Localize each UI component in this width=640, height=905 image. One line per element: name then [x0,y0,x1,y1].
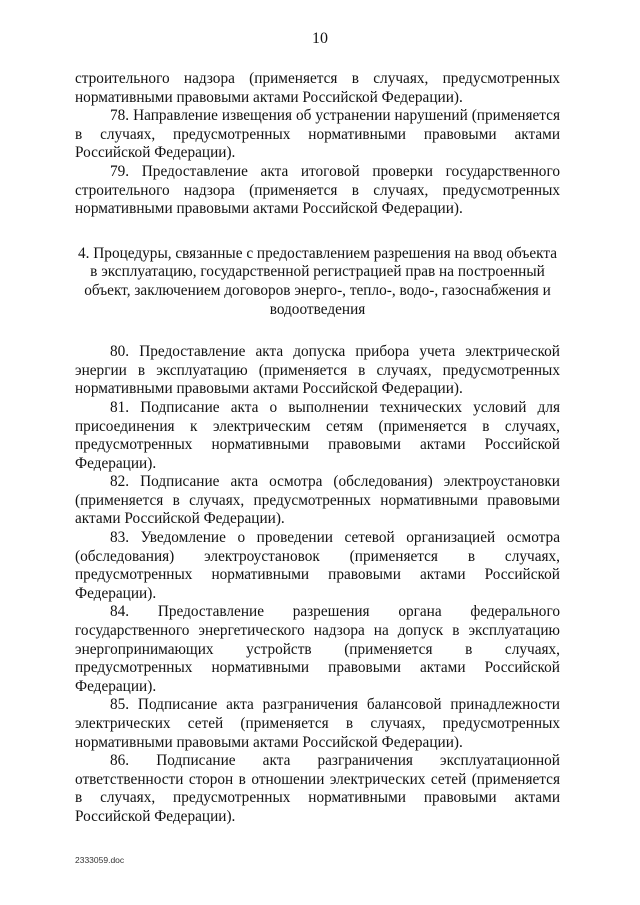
page-number: 10 [312,30,328,47]
paragraph: 80. Предоставление акта допуска прибора учета электрической энергии в эксплуатацию (применяется в случаях, предусмотренных нормативными правовыми актами Российской Федерации). [75,343,560,398]
paragraph: 82. Подписание акта осмотра (обследования) электроустановки (применяется в случаях, предусмотренных нормативными правовыми актами Российской Федерации). [75,473,560,528]
paragraphs-before-heading [75,70,560,219]
document-body [75,70,560,827]
paragraph: 81. Подписание акта о выполнении технических условий для присоединения к электрическим сетям (применяется в случаях, предусмотренных нормативными правовыми актами Российской Федерации). [75,398,560,472]
paragraph: 86. Подписание акта разграничения эксплуатационной ответственности сторон в отношении электрических сетей (применяется в случаях, предусмотренных нормативными правовыми актами Российской Федерации). [75,752,560,825]
paragraph: 83. Уведомление о проведении сетевой организацией осмотра (обследования) электроустановок (применяется в случаях, предусмотренных нормативными правовыми актами Российской Федерации). [75,529,560,602]
paragraph: 84. Предоставление разрешения органа федерального государственного энергетического надзора на допуск в эксплуатацию энергопринимающих устройств (применяется в случаях, предусмотренных нормативными правовыми актами Российской Федерации). [75,603,560,695]
paragraph: 85. Подписание акта разграничения балансовой принадлежности электрических сетей (применяется в случаях, предусмотренных нормативными правовыми актами Российской Федерации). [75,696,560,751]
footer-filename: 2333059.doc [75,855,125,865]
paragraphs-after-heading [75,343,560,826]
section-heading: 4. Процедуры, связанные с предоставлением разрешения на ввод объекта в эксплуатацию, государственной регистрацией прав на построенный объект, заключением договоров энерго-, тепло-, водо-, газоснабжения и водоотведения [77,244,558,318]
paragraph: 78. Направление извещения об устранении нарушений (применяется в случаях, предусмотренных нормативными правовыми актами Российской Федерации). [75,107,560,162]
paragraph: 79. Предоставление акта итоговой проверки государственного строительного надзора (применяется в случаях, предусмотренных нормативными правовыми актами Российской Федерации). [75,162,560,218]
paragraph: строительного надзора (применяется в случаях, предусмотренных нормативными правовыми актами Российской Федерации). [75,70,560,106]
